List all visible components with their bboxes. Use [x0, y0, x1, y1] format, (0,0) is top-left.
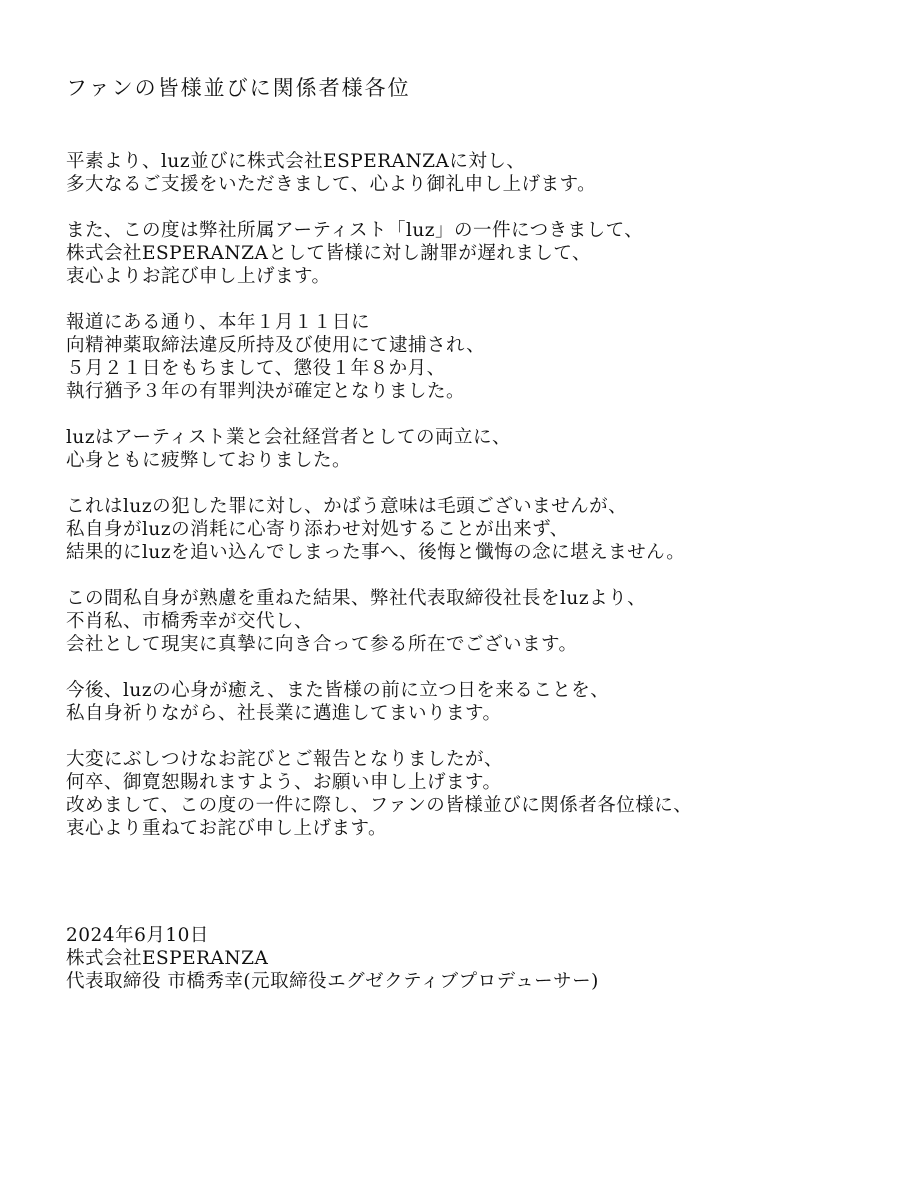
- signature-company: 株式会社ESPERANZA: [66, 948, 269, 969]
- signature-date: 2024年6月10日: [66, 925, 209, 946]
- paragraph-line: 結果的にluzを追い込んでしまった事へ、後悔と懺悔の念に堪えません。: [66, 542, 686, 563]
- paragraph-3: [66, 311, 896, 403]
- paragraph-line: 会社として現実に真摯に向き合って参る所在でございます。: [66, 634, 578, 655]
- paragraph-5: [66, 495, 896, 564]
- paragraph-line: 衷心より重ねてお詫び申し上げます。: [66, 818, 388, 839]
- paragraph-line: これはluzの犯した罪に対し、かばう意味は毛頭ございませんが、: [66, 496, 628, 517]
- paragraph-8: [66, 748, 896, 840]
- paragraph-line: また、この度は弊社所属アーティスト「luz」の一件につきまして、: [66, 220, 644, 241]
- paragraph-1: [66, 150, 896, 196]
- paragraph-line: 心身ともに疲弊しておりました。: [66, 450, 352, 471]
- paragraph-line: luzはアーティスト業と会社経営者としての両立に、: [66, 427, 512, 448]
- paragraph-line: 衷心よりお詫び申し上げます。: [66, 266, 331, 287]
- page-title: ファンの皆様並びに関係者様各位: [66, 76, 411, 100]
- paragraph-line: 不肖私、市橋秀幸が交代し、: [66, 611, 314, 632]
- paragraph-line: 多大なるご支援をいただきまして、心より御礼申し上げます。: [66, 174, 597, 195]
- paragraph-line: 私自身がluzの消耗に心寄り添わせ対処することが出来ず、: [66, 519, 569, 540]
- paragraph-7: [66, 679, 896, 725]
- paragraph-line: 報道にある通り、本年１月１１日に: [66, 312, 371, 333]
- paragraph-line: ５月２１日をもちまして、懲役１年８か月、: [66, 358, 446, 379]
- letter-body: [66, 150, 896, 863]
- paragraph-line: 執行猶予３年の有罪判決が確定となりました。: [66, 381, 466, 402]
- paragraph-line: 向精神薬取締法違反所持及び使用にて逮捕され、: [66, 335, 486, 356]
- paragraph-line: 改めまして、この度の一件に際し、ファンの皆様並びに関係者各位様に、: [66, 795, 693, 816]
- paragraph-line: この間私自身が熟慮を重ねた結果、弊社代表取締役社長をluzより、: [66, 588, 647, 609]
- paragraph-line: 大変にぶしつけなお詫びとご報告となりましたが、: [66, 749, 504, 770]
- paragraph-line: 株式会社ESPERANZAとして皆様に対し謝罪が遅れまして、: [66, 243, 591, 264]
- paragraph-6: [66, 587, 896, 656]
- paragraph-line: 私自身祈りながら、社長業に邁進してまいります。: [66, 703, 502, 724]
- paragraph-4: [66, 426, 896, 472]
- paragraph-line: 何卒、御寛恕賜れますよう、お願い申し上げます。: [66, 772, 502, 793]
- paragraph-line: 平素より、luz並びに株式会社ESPERANZAに対し、: [66, 151, 526, 172]
- signature-signer: 代表取締役 市橋秀幸(元取締役エグゼクティブプロデューサー): [66, 971, 599, 992]
- signature-block: [66, 924, 599, 993]
- paragraph-line: 今後、luzの心身が癒え、また皆様の前に立つ日を来ることを、: [66, 680, 610, 701]
- paragraph-2: [66, 219, 896, 288]
